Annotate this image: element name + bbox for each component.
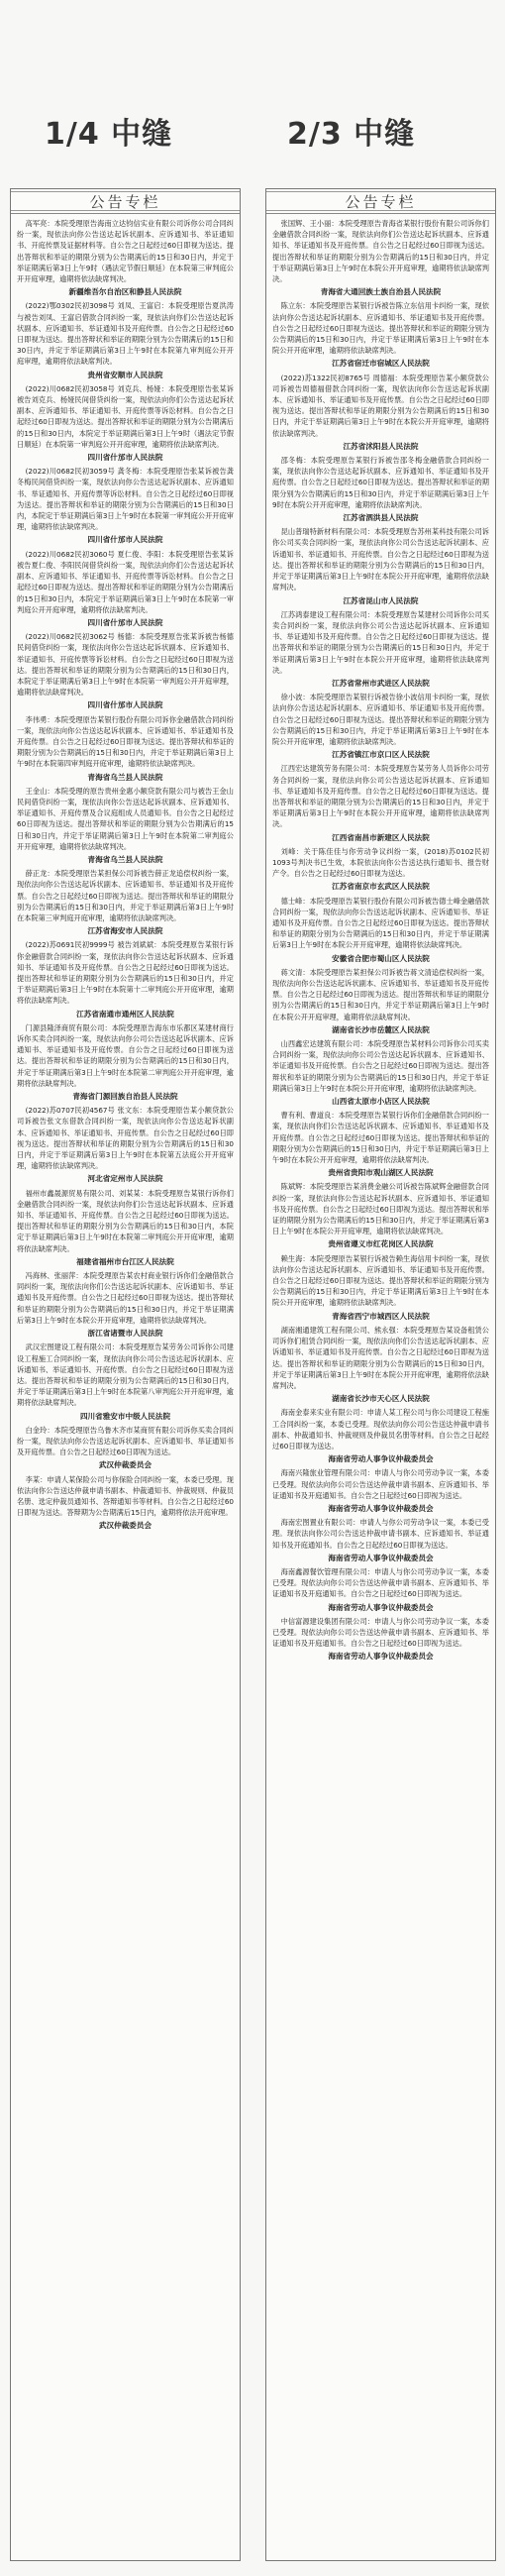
notice-column-left xyxy=(10,188,241,2561)
notice-issuer: 贵州省安顺市人民法院 xyxy=(87,370,163,379)
notice-text: (2022)川0682民初3059号 龚冬梅：本院受理原告张某诉被告龚冬梅民间借贷纠纷一案，现依法向你公告送达起诉状副本、应诉通知书、举证通知书、开庭传票等诉讼材料。自公告之日起经过60日即视为送达。提出答辩状和举证的期限分别为公告期满后的15日和30日内，本院定于举证期满后第3日上午9时在本院第一审判庭公开开庭审理，逾期将依法缺席判决。 xyxy=(17,467,234,532)
notice-text: 海南金泰来实业有限公司：申请人某工程公司与你公司建设工程施工合同纠纷一案，本委已受理。现依法向你公司公告送达仲裁申请书副本、仲裁通知书、仲裁规则及仲裁员名册等材料。自公告之日起经过60日即视为送达。 xyxy=(272,1408,489,1450)
notice-issuer: 江苏省泗洪县人民法院 xyxy=(343,513,419,523)
notice-item xyxy=(272,1253,489,1322)
notice-issuer: 福建省福州市台江区人民法院 xyxy=(76,1256,174,1266)
notice-issuer: 海南省劳动人事争议仲裁委员会 xyxy=(328,1454,434,1464)
notice-text: 海南宏图置业有限公司：申请人与你公司劳动争议一案，本委已受理。现依法向你公司公告送达仲裁申请书副本、应诉通知书、举证通知书及开庭通知书。自公告之日起经过60日即视为送达。 xyxy=(272,1518,489,1550)
notice-item xyxy=(17,549,234,628)
notice-text: 江西宏达建筑劳务有限公司：本院受理原告某劳务人员诉你公司劳务合同纠纷一案，现依法向你公司公告送达起诉状副本、应诉通知书、举证通知书及开庭传票。自公告之日起经过60日即视为送达。提出答辩状和举证的期限分别为公告期满后的15日和30日内，并定于举证期满后第3日上午9时在本院公开开庭审理，逾期将依法缺席判决。 xyxy=(272,764,489,829)
notice-issuer: 青海省乌兰县人民法院 xyxy=(87,854,163,864)
notice-text: 李某：申请人某保险公司与你保险合同纠纷一案，本委已受理。现依法向你公告送达仲裁申请书副本、仲裁通知书、仲裁规则、仲裁员名册、选定仲裁员通知书、答辩通知书等材料。自公告之日起经过60日即视为送达。答辩期为公告期满后15日内，逾期将依法开庭审理。 xyxy=(17,1474,234,1518)
notice-text: (2022)鄂0302民初3098号 刘凤、王富启：本院受理原告夏洪涛与被告刘凤、王富启借款合同纠纷一案，现依法向你们公告送达起诉状副本、应诉通知书、举证通知书及开庭传票。自公告之日起经过60日即视为送达。提出答辩状和举证的期限分别为公告期满后的15日和30日内，并定于举证期满后第3日上午9时在本院第九审判庭公开开庭审理，逾期将依法缺席判决。 xyxy=(17,301,234,367)
notice-issuer: 贵州省贵阳市观山湖区人民法院 xyxy=(328,1168,434,1178)
notice-text: 张国辉、王小丽：本院受理原告青海省某银行股份有限公司诉你们金融借款合同纠纷一案，现依法向你们公告送达起诉状副本、应诉通知书、举证通知书及开庭传票。自公告之日起经过60日即视为送达。提出答辩状和举证的期限分别为公告期满后的15日和30日内，并定于举证期满后第3日上午9时在本院公开开庭审理，逾期将依法缺席判决。 xyxy=(272,219,489,284)
notice-item xyxy=(272,1110,489,1178)
notice-item xyxy=(17,1188,234,1267)
notice-item xyxy=(272,218,489,297)
notice-item xyxy=(272,967,489,1035)
notice-item xyxy=(272,526,489,605)
notice-issuer: 四川省什邡市人民法院 xyxy=(87,617,163,627)
notice-text: 门源县隆泽商贸有限公司：本院受理原告海东市乐都区某建材商行诉你买卖合同纠纷一案，现依法向你公司公告送达起诉状副本、应诉通知书、举证通知书及开庭传票。自公告之日起经过60日即视为送达。提出答辩状和举证的期限分别为公告期满后的15日和30日内，并定于举证期满后第3日上午9时在本院第二审判庭公开开庭审理，逾期将依法缺席判决。 xyxy=(17,1022,234,1088)
notice-issuer: 四川省什邡市人民法院 xyxy=(87,700,163,710)
notice-item xyxy=(17,218,234,297)
notice-issuer: 海南省劳动人事争议仲裁委员会 xyxy=(328,1602,434,1612)
notice-issuer: 青海省门源回族自治县人民法院 xyxy=(72,1092,178,1102)
notice-item xyxy=(17,939,234,1019)
notice-issuer: 江苏省南京市玄武区人民法院 xyxy=(332,882,430,892)
notice-issuer: 江苏省沭阳县人民法院 xyxy=(343,441,419,451)
notice-issuer: 海南省劳动人事争议仲裁委员会 xyxy=(328,1652,434,1662)
notice-text: 海南鑫源餐饮管理有限公司：申请人与你公司劳动争议一案，本委已受理。现依法向你公司公告送达仲裁申请书副本、应诉通知书、举证通知书及开庭通知书。自公告之日起经过60日即视为送达。 xyxy=(272,1566,489,1599)
notice-text: (2022)苏0691民初9999号 被告刘斌斌：本院受理原告某银行诉你金融借款合同纠纷一案，现依法向你公告送达起诉状副本、应诉通知书、举证通知书及开庭传票。自公告之日起经过60日即视为送达。提出答辩状和举证的期限分别为公告期满后的15日和30日内，并定于举证期满后第3日上午9时在本院第十二审判庭公开开庭审理，逾期将依法缺席判决。 xyxy=(17,940,234,1006)
notice-text: 曹有利、曹道良：本院受理原告某银行诉你们金融借款合同纠纷一案，现依法向你们公告送达起诉状副本、应诉通知书、举证通知书及开庭传票。自公告之日起经过60日即视为送达。提出答辩状和举证的期限分别为公告期满后的15日和30日内，并定于举证期满后第3日上午9时在本院公开开庭审理，逾期将依法缺席判决。 xyxy=(272,1111,489,1165)
notice-text: 邵冬梅：本院受理原告某银行诉被告邵冬梅金融借款合同纠纷一案，现依法向你公告送达起诉状副本、应诉通知书、举证通知书及开庭传票。自公告之日起经过60日即视为送达。提出答辩状和举证的期限分别为公告期满后的15日和30日内，并定于举证期满后第3日上午9时在本院公开开庭审理，逾期将依法缺席判决。 xyxy=(272,456,489,509)
notice-text: (2022)川0682民初3060号 夏仁俊、李阳：本院受理原告张某诉被告夏仁俊、李阳民间借贷纠纷一案，现依法向你们公告送达起诉状副本、应诉通知书、举证通知书、开庭传票等诉讼材料。自公告之日起经过60日即视为送达。提出答辩状和举证的期限分别为公告期满后的15日和30日内，本院定于举证期满后第3日上午9时在本院第一审判庭公开开庭审理，逾期将依法缺席判决。 xyxy=(17,549,234,614)
notice-text: 王金山：本院受理的原告贵州金惠小额贷款有限公司与被告王金山民间借贷纠纷一案，现依法向你公告送达起诉状副本、应诉通知书、举证通知书、开庭传票及合议庭组成人员通知书。自公告之日起经过60日即视为送达。提出答辩状和举证的期限分别为公告期满后的15日和30日内，并定于举证期满后第3日上午9时在本院第二审判庭公开开庭审理，逾期将依法缺席判决。 xyxy=(17,786,234,851)
notice-issuer: 江苏省镇江市京口区人民法院 xyxy=(332,750,430,760)
notice-text: 武汉宏图建设工程有限公司：本院受理原告某劳务公司诉你公司建设工程施工合同纠纷一案，现依法向你公司公告送达起诉状副本、应诉通知书、举证通知书、开庭传票。自公告之日起经过60日即视为送达。提出答辩状和举证的期限分别为公告期满后的15日和30日内，并定于举证期满后第3日上午9时在本院第八审判庭公开开庭审理，逾期将依法缺席判决。 xyxy=(17,1342,234,1408)
notice-item xyxy=(17,1270,234,1339)
column-body-right xyxy=(266,214,495,1663)
notice-issuer: 新疆维吾尔自治区和静县人民法院 xyxy=(68,287,182,297)
notice-text: 陈立东：本院受理原告某银行诉被告陈立东信用卡纠纷一案，现依法向你公告送达起诉状副本、应诉通知书、举证通知书及开庭传票。自公告之日起经过60日即视为送达。提出答辩状和举证的期限分别为公告期满后的15日和30日内，并定于举证期满后第3日上午9时在本院公开开庭审理，逾期将依法缺席判决。 xyxy=(272,301,489,356)
notice-text: (2022)苏0707民初4567号 张文东：本院受理原告某小额贷款公司诉被告张文东借款合同纠纷一案，现依法向你公告送达起诉状副本、应诉通知书、举证通知书、开庭传票。自公告之日起经过60日即视为送达。提出答辩状和举证的期限分别为公告期满后的15日和30日内，并定于举证期满后第3日上午9时在本院第五法庭公开开庭审理，逾期将依法缺席判决。 xyxy=(17,1106,234,1171)
notice-item xyxy=(17,1474,234,1532)
notice-issuer: 青海省乌兰县人民法院 xyxy=(87,772,163,782)
notice-item xyxy=(17,868,234,936)
column-body-left xyxy=(11,214,240,1532)
notice-item xyxy=(272,373,489,452)
notice-item xyxy=(272,1325,489,1404)
notice-text: 中信富源建设集团有限公司：申请人与你公司劳动争议一案，本委已受理。现依法向你公司公告送达仲裁申请书副本、应诉通知书、举证通知书及开庭通知书。自公告之日起经过60日即视为送达。 xyxy=(272,1616,489,1649)
notice-text: (2022)川0682民初3058号 刘克兵、杨娅：本院受理原告张某诉被告刘克兵、杨娅民间借贷纠纷一案，现依法向你们公告送达起诉状副本、应诉通知书、举证通知书、开庭传票等诉讼材料。自公告之日起经过60日即视为送达。提出答辩状和举证的期限分别为公告期满后的15日和30日内，本院定于举证期满后第3日上午9时（遇法定节假日顺延）在本院第一审判庭公开开庭审理，逾期将依法缺席判决。 xyxy=(17,383,234,449)
notice-text: 湖南湘通建筑工程有限公司、熊永强：本院受理原告某设备租赁公司诉你们租赁合同纠纷一案，现依法向你们公告送达起诉状副本、应诉通知书、举证通知书及开庭传票。自公告之日起经过60日即视为送达。提出答辩状和举证的期限分别为公告期满后的15日和30日内，并定于举证期满后第3日上午9时在本院公开开庭审理，逾期将依法缺席判决。 xyxy=(272,1325,489,1390)
notice-issuer: 武汉仲裁委员会 xyxy=(98,1521,152,1531)
notice-item xyxy=(17,1342,234,1421)
column-header-right: 公告专栏 xyxy=(266,189,495,214)
column-header-left: 公告专栏 xyxy=(11,189,240,214)
notice-issuer: 浙江省诸暨市人民法院 xyxy=(87,1329,163,1339)
notice-item xyxy=(17,466,234,545)
notice-issuer: 四川省雅安市中级人民法院 xyxy=(79,1411,171,1421)
notice-item xyxy=(17,300,234,379)
notice-item xyxy=(272,1407,489,1464)
notice-issuer: 青海省大通回族土族自治县人民法院 xyxy=(320,287,442,297)
notice-item xyxy=(17,786,234,865)
notice-issuer: 贵州省遵义市红花岗区人民法院 xyxy=(328,1239,434,1249)
notice-issuer: 武汉仲裁委员会 xyxy=(98,1460,152,1470)
notice-text: 江苏鸿泰建设工程有限公司：本院受理原告某建材公司诉你公司买卖合同纠纷一案，现依法向你公司公告送达起诉状副本、应诉通知书、举证通知书及开庭传票。自公告之日起经过60日即视为送达。提出答辩状和举证的期限分别为公告期满后的15日和30日内，并定于举证期满后第3日上午9时在本院公开开庭审理，逾期将依法缺席判决。 xyxy=(272,609,489,675)
notice-text: (2022)川0682民初3062号 杨德：本院受理原告张某诉被告杨德民间借贷纠纷一案，现依法向你公告送达起诉状副本、应诉通知书、举证通知书、开庭传票等诉讼材料。自公告之日起经过60日即视为送达。提出答辩状和举证的期限分别为公告期满后的15日和30日内，本院定于举证期满后第3日上午9时在本院第一审判庭公开开庭审理，逾期将依法缺席判决。 xyxy=(17,632,234,698)
notice-item xyxy=(272,846,489,893)
notice-issuer: 江西省南昌市新建区人民法院 xyxy=(332,832,430,842)
notice-issuer: 湖南省长沙市天心区人民法院 xyxy=(332,1394,430,1404)
notice-issuer: 四川省什邡市人民法院 xyxy=(87,535,163,545)
notice-issuer: 安徽省合肥市蜀山区人民法院 xyxy=(332,953,430,963)
notice-text: 白金玲：本院受理原告乌鲁木齐市某商贸有限公司诉你买卖合同纠纷一案，现依法向你公告送达起诉状副本、应诉通知书、举证通知书及开庭传票。自公告之日起经过60日即视为送达。 xyxy=(17,1425,234,1457)
notice-item xyxy=(272,455,489,523)
notice-item xyxy=(272,300,489,369)
notice-item xyxy=(272,1566,489,1613)
notice-item xyxy=(17,631,234,710)
notice-item xyxy=(17,1425,234,1471)
notice-text: (2022)苏1322民初8765号 周德福：本院受理原告某小额贷款公司诉被告周德福借款合同纠纷一案，现依法向你公告送达起诉状副本、应诉通知书、举证通知书及开庭传票。自公告之日起经过60日即视为送达。提出答辩状和举证的期限分别为公告期满后的15日和30日内，并定于举证期满后第3日上午9时在本院公开开庭审理，逾期将依法缺席判决。 xyxy=(272,373,489,438)
notice-item xyxy=(17,1105,234,1184)
notice-item xyxy=(272,763,489,842)
notice-issuer: 江苏省海安市人民法院 xyxy=(87,926,163,936)
notice-issuer: 青海省西宁市城西区人民法院 xyxy=(332,1311,430,1321)
notice-text: 海南兴隆旅业管理有限公司：申请人与你公司劳动争议一案，本委已受理。现依法向你公司公告送达仲裁申请书副本、应诉通知书、举证通知书及开庭通知书。自公告之日起经过60日即视为送达。 xyxy=(272,1468,489,1500)
notice-item xyxy=(272,896,489,964)
notice-item xyxy=(17,714,234,783)
notice-text: 冯海林、张丽萍：本院受理原告某农村商业银行诉你们金融借款合同纠纷一案，现依法向你们公告送达起诉状副本、应诉通知书、举证通知书及开庭传票。自公告之日起经过60日即视为送达。提出答辩状和举证的期限分别为公告期满后的15日和30日内，并定于举证期满后第3日上午9时在本院公开开庭审理，逾期将依法缺席判决。 xyxy=(17,1271,234,1325)
notice-item xyxy=(272,1517,489,1563)
notice-issuer: 江苏省南通市通州区人民法院 xyxy=(76,1009,174,1019)
notice-text: 德士峰：本院受理原告某银行股份有限公司诉被告德士峰金融借款合同纠纷一案，现依法向你公告送达起诉状副本、应诉通知书、举证通知书及开庭传票。自公告之日起经过60日即视为送达。提出答辩状和举证的期限分别为公告期满后的15日和30日内，并定于举证期满后第3日上午9时在本院公开开庭审理，逾期将依法缺席判决。 xyxy=(272,896,489,950)
notice-text: 陈斌辉：本院受理原告某消费金融公司诉被告陈斌辉金融借款合同纠纷一案，现依法向你公告送达起诉状副本、应诉通知书、举证通知书及开庭传票。自公告之日起经过60日即视为送达。提出答辩状和举证的期限分别为公告期满后的15日和30日内，并定于举证期满后第3日上午9时在本院公开开庭审理，逾期将依法缺席判决。 xyxy=(272,1182,489,1236)
notice-text: 李伟勇：本院受理原告某银行股份有限公司诉你金融借款合同纠纷一案，现依法向你公告送达起诉状副本、应诉通知书、举证通知书及开庭传票。自公告之日起经过60日即视为送达。提出答辩状和举证的期限分别为公告期满后的15日和30日内，并定于举证期满后第3日上午9时在本院第四审判庭开庭审理，逾期将依法缺席判决。 xyxy=(17,714,234,769)
notice-item xyxy=(272,1467,489,1514)
notice-issuer: 江苏省常州市武进区人民法院 xyxy=(332,678,430,688)
notice-text: 山西鑫宏达建筑有限公司：本院受理原告某材料公司诉你公司买卖合同纠纷一案，现依法向你公司公告送达起诉状副本、应诉通知书、举证通知书及开庭传票。自公告之日起经过60日即视为送达。提出答辩状和举证的期限分别为公告期满后的15日和30日内，并定于举证期满后第3日上午9时在本院公开开庭审理，逾期将依法缺席判决。 xyxy=(272,1039,489,1093)
notice-item xyxy=(17,383,234,463)
notice-issuer: 海南省劳动人事争议仲裁委员会 xyxy=(328,1553,434,1562)
notice-item xyxy=(17,1022,234,1102)
notice-issuer: 四川省什邡市人民法院 xyxy=(87,453,163,463)
notice-item xyxy=(272,692,489,760)
notice-item xyxy=(272,1616,489,1663)
notice-text: 徐小波：本院受理原告某银行诉被告徐小波信用卡纠纷一案，现依法向你公告送达起诉状副本、应诉通知书、举证通知书及开庭传票。自公告之日起经过60日即视为送达。提出答辩状和举证的期限分别为公告期满后的15日和30日内，并定于举证期满后第3日上午9时在本院公开开庭审理，逾期将依法缺席判决。 xyxy=(272,693,489,746)
notice-item xyxy=(272,609,489,689)
page-label-left: 1/4 中缝 xyxy=(45,117,173,152)
notice-text: 昆山普瑞特新材料有限公司：本院受理原告苏州某科技有限公司诉你公司买卖合同纠纷一案，现依法向你公司公告送达起诉状副本、应诉通知书、举证通知书、开庭传票。自公告之日起经过60日即视为送达。提出答辩状和举证的期限分别为公告期满后的15日和30日内，并定于举证期满后第3日上午9时在本院公开开庭审理，逾期将依法缺席判决。 xyxy=(272,527,489,592)
notice-text: 蒋文清：本院受理原告某担保公司诉被告蒋文清追偿权纠纷一案，现依法向你公告送达起诉状副本、应诉通知书、举证通知书及开庭传票。自公告之日起经过60日即视为送达。提出答辩状和举证的期限分别为公告期满后的15日和30日内，并定于举证期满后第3日上午9时在本院公开开庭审理，逾期将依法缺席判决。 xyxy=(272,967,489,1021)
notice-item xyxy=(272,1181,489,1249)
notice-issuer: 江苏省宿迁市宿城区人民法院 xyxy=(332,359,430,369)
notice-text: 薛正龙：本院受理原告某担保公司诉被告薛正龙追偿权纠纷一案，现依法向你公告送达起诉状副本、应诉通知书、举证通知书及开庭传票。自公告之日起经过60日即视为送达。提出答辩状和举证的期限分别为公告期满后的15日和30日内，并定于举证期满后第3日上午9时在本院第三审判庭开庭审理，逾期将依法缺席判决。 xyxy=(17,869,234,922)
page-label-right: 2/3 中缝 xyxy=(287,117,416,152)
notice-column-right xyxy=(265,188,496,2561)
notice-issuer: 海南省劳动人事争议仲裁委员会 xyxy=(328,1503,434,1513)
notice-item xyxy=(272,1038,489,1107)
notice-text: 赖生海：本院受理原告某银行诉被告赖生海信用卡纠纷一案，现依法向你公告送达起诉状副本、应诉通知书、举证通知书及开庭传票。自公告之日起经过60日即视为送达。提出答辩状和举证的期限分别为公告期满后的15日和30日内，并定于举证期满后第3日上午9时在本院公开开庭审理，逾期将依法缺席判决。 xyxy=(272,1253,489,1308)
notice-text: 刘峰：关于陈佳佳与你劳动争议纠纷一案，(2018)苏0102民初1093号判决书已生效，本院依法向你公告送达执行通知书、报告财产令。自公告之日起经过60日即视为送达。 xyxy=(272,846,489,879)
notice-issuer: 山西省太原市小店区人民法院 xyxy=(332,1097,430,1107)
notice-issuer: 湖南省长沙市岳麓区人民法院 xyxy=(332,1024,430,1034)
notice-issuer: 江苏省昆山市人民法院 xyxy=(343,595,419,605)
notice-text: 高军亮：本院受理原告海南立达钧信实业有限公司诉你公司合同纠纷一案，现依法向你公告送达起诉状副本、应诉通知书、举证通知书、开庭传票及证据材料等。自公告之日起经过60日即视为送达。提出答辩状和举证的期限分别为公告期满后的15日和30日内，并定于举证期满后第3日上午9时（遇法定节假日顺延）在本院第三审判庭公开开庭审理，逾期将依法缺席判决。 xyxy=(17,219,234,284)
notice-text: 福州市鑫晟源贸易有限公司、刘某某：本院受理原告某银行诉你们金融借款合同纠纷一案，现依法向你们公告送达起诉状副本、应诉通知书、举证通知书、开庭传票。自公告之日起经过60日即视为送达。提出答辩状和举证的期限分别为公告期满后的15日和30日内，本院定于举证期满后第3日上午9时在本院第二审判庭公开开庭审理，逾期将依法缺席判决。 xyxy=(17,1188,234,1253)
notice-issuer: 河北省定州市人民法院 xyxy=(87,1174,163,1184)
